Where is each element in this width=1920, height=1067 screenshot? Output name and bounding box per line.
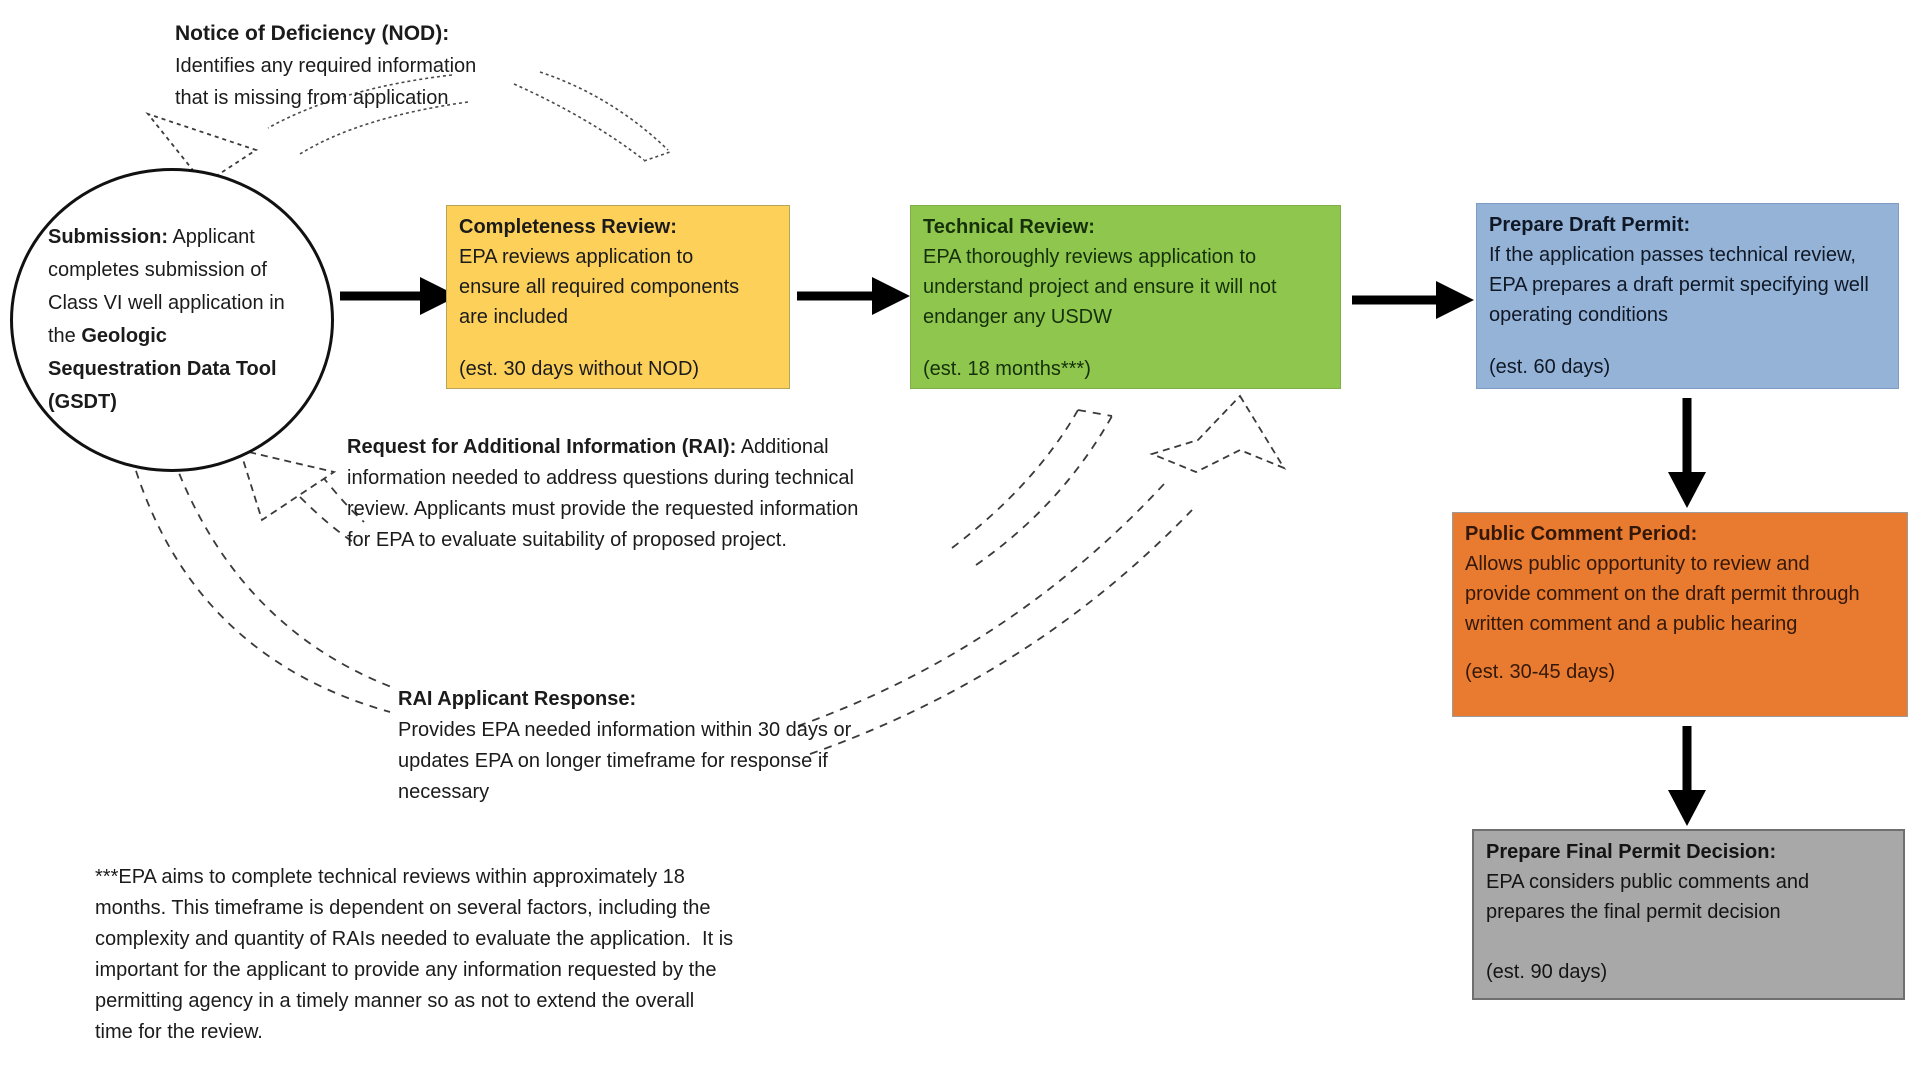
comment-estimate: (est. 30-45 days) [1465, 661, 1616, 683]
draft-estimate: (est. 60 days) [1489, 356, 1611, 378]
footnote: ***EPA aims to complete technical reviews within approximately 18 months. This timeframe is dependent on several factors, including the complexity and quantity of RAIs needed to evaluate the application. It is important for the applicant to provide any information requested by the permitting agency in a timely manner so as not to extend the overall time for the review. [95, 866, 739, 1043]
final-estimate: (est. 90 days) [1486, 961, 1608, 983]
submission-emphasis: Geologic Sequestration Data Tool (GSDT) [48, 325, 277, 413]
node-completeness-review [446, 205, 790, 389]
flow-arrow-submission-to-completeness [340, 277, 458, 315]
node-public-comment-period [1452, 512, 1908, 717]
rai-response-title: RAI Applicant Response: [398, 688, 637, 710]
draft-body: If the application passes technical review, EPA prepares a draft permit specifying well operating conditions [1489, 244, 1869, 326]
rai-response-annotation [398, 684, 903, 808]
flow-arrow-comment-to-final [1668, 726, 1706, 826]
node-prepare-final-permit-decision [1472, 829, 1905, 1000]
comment-title: Public Comment Period: [1465, 523, 1698, 545]
node-submission [10, 168, 334, 472]
flow-arrow-completeness-to-technical [797, 277, 910, 315]
submission-title: Submission: [48, 226, 169, 248]
completeness-body: EPA reviews application to ensure all required components are included [459, 246, 740, 328]
completeness-estimate: (est. 30 days without NOD) [459, 358, 700, 380]
node-technical-review [910, 205, 1341, 389]
rai-body: Additional information needed to address questions during technical review. Applicants must provide the requested information for EPA to evaluate suitability of proposed project. [347, 436, 859, 551]
dotted-arrow-completeness-to-nod [514, 72, 670, 161]
technical-title: Technical Review: [923, 216, 1095, 238]
final-body: EPA considers public comments and prepares the final permit decision [1486, 871, 1810, 923]
draft-title: Prepare Draft Permit: [1489, 214, 1691, 236]
nod-annotation [175, 18, 495, 114]
technical-estimate: (est. 18 months***) [923, 358, 1091, 380]
completeness-title: Completeness Review: [459, 216, 677, 238]
dashed-arrow-rai-to-submission [240, 450, 364, 544]
rai-response-body: Provides EPA needed information within 30 days or updates EPA on longer timeframe for response if necessary [398, 719, 852, 803]
submission-body: Applicant completes submission of Class VI well application in the [48, 226, 285, 347]
submission-text [48, 221, 296, 419]
dashed-arrow-technical-to-rai [952, 410, 1112, 565]
rai-title: Request for Additional Information (RAI): [347, 436, 737, 458]
final-title: Prepare Final Permit Decision: [1486, 841, 1777, 863]
nod-body: Identifies any required information that is missing from application [175, 55, 477, 109]
comment-body: Allows public opportunity to review and provide comment on the draft permit through written comment and a public hearing [1465, 553, 1860, 635]
flow-arrow-technical-to-draft [1352, 281, 1474, 319]
node-prepare-draft-permit [1476, 203, 1899, 389]
flow-arrow-draft-to-comment [1668, 398, 1706, 508]
nod-title: Notice of Deficiency (NOD): [175, 22, 450, 45]
rai-annotation [347, 432, 867, 556]
technical-body: EPA thoroughly reviews application to understand project and ensure it will not endanger any USDW [923, 246, 1277, 328]
